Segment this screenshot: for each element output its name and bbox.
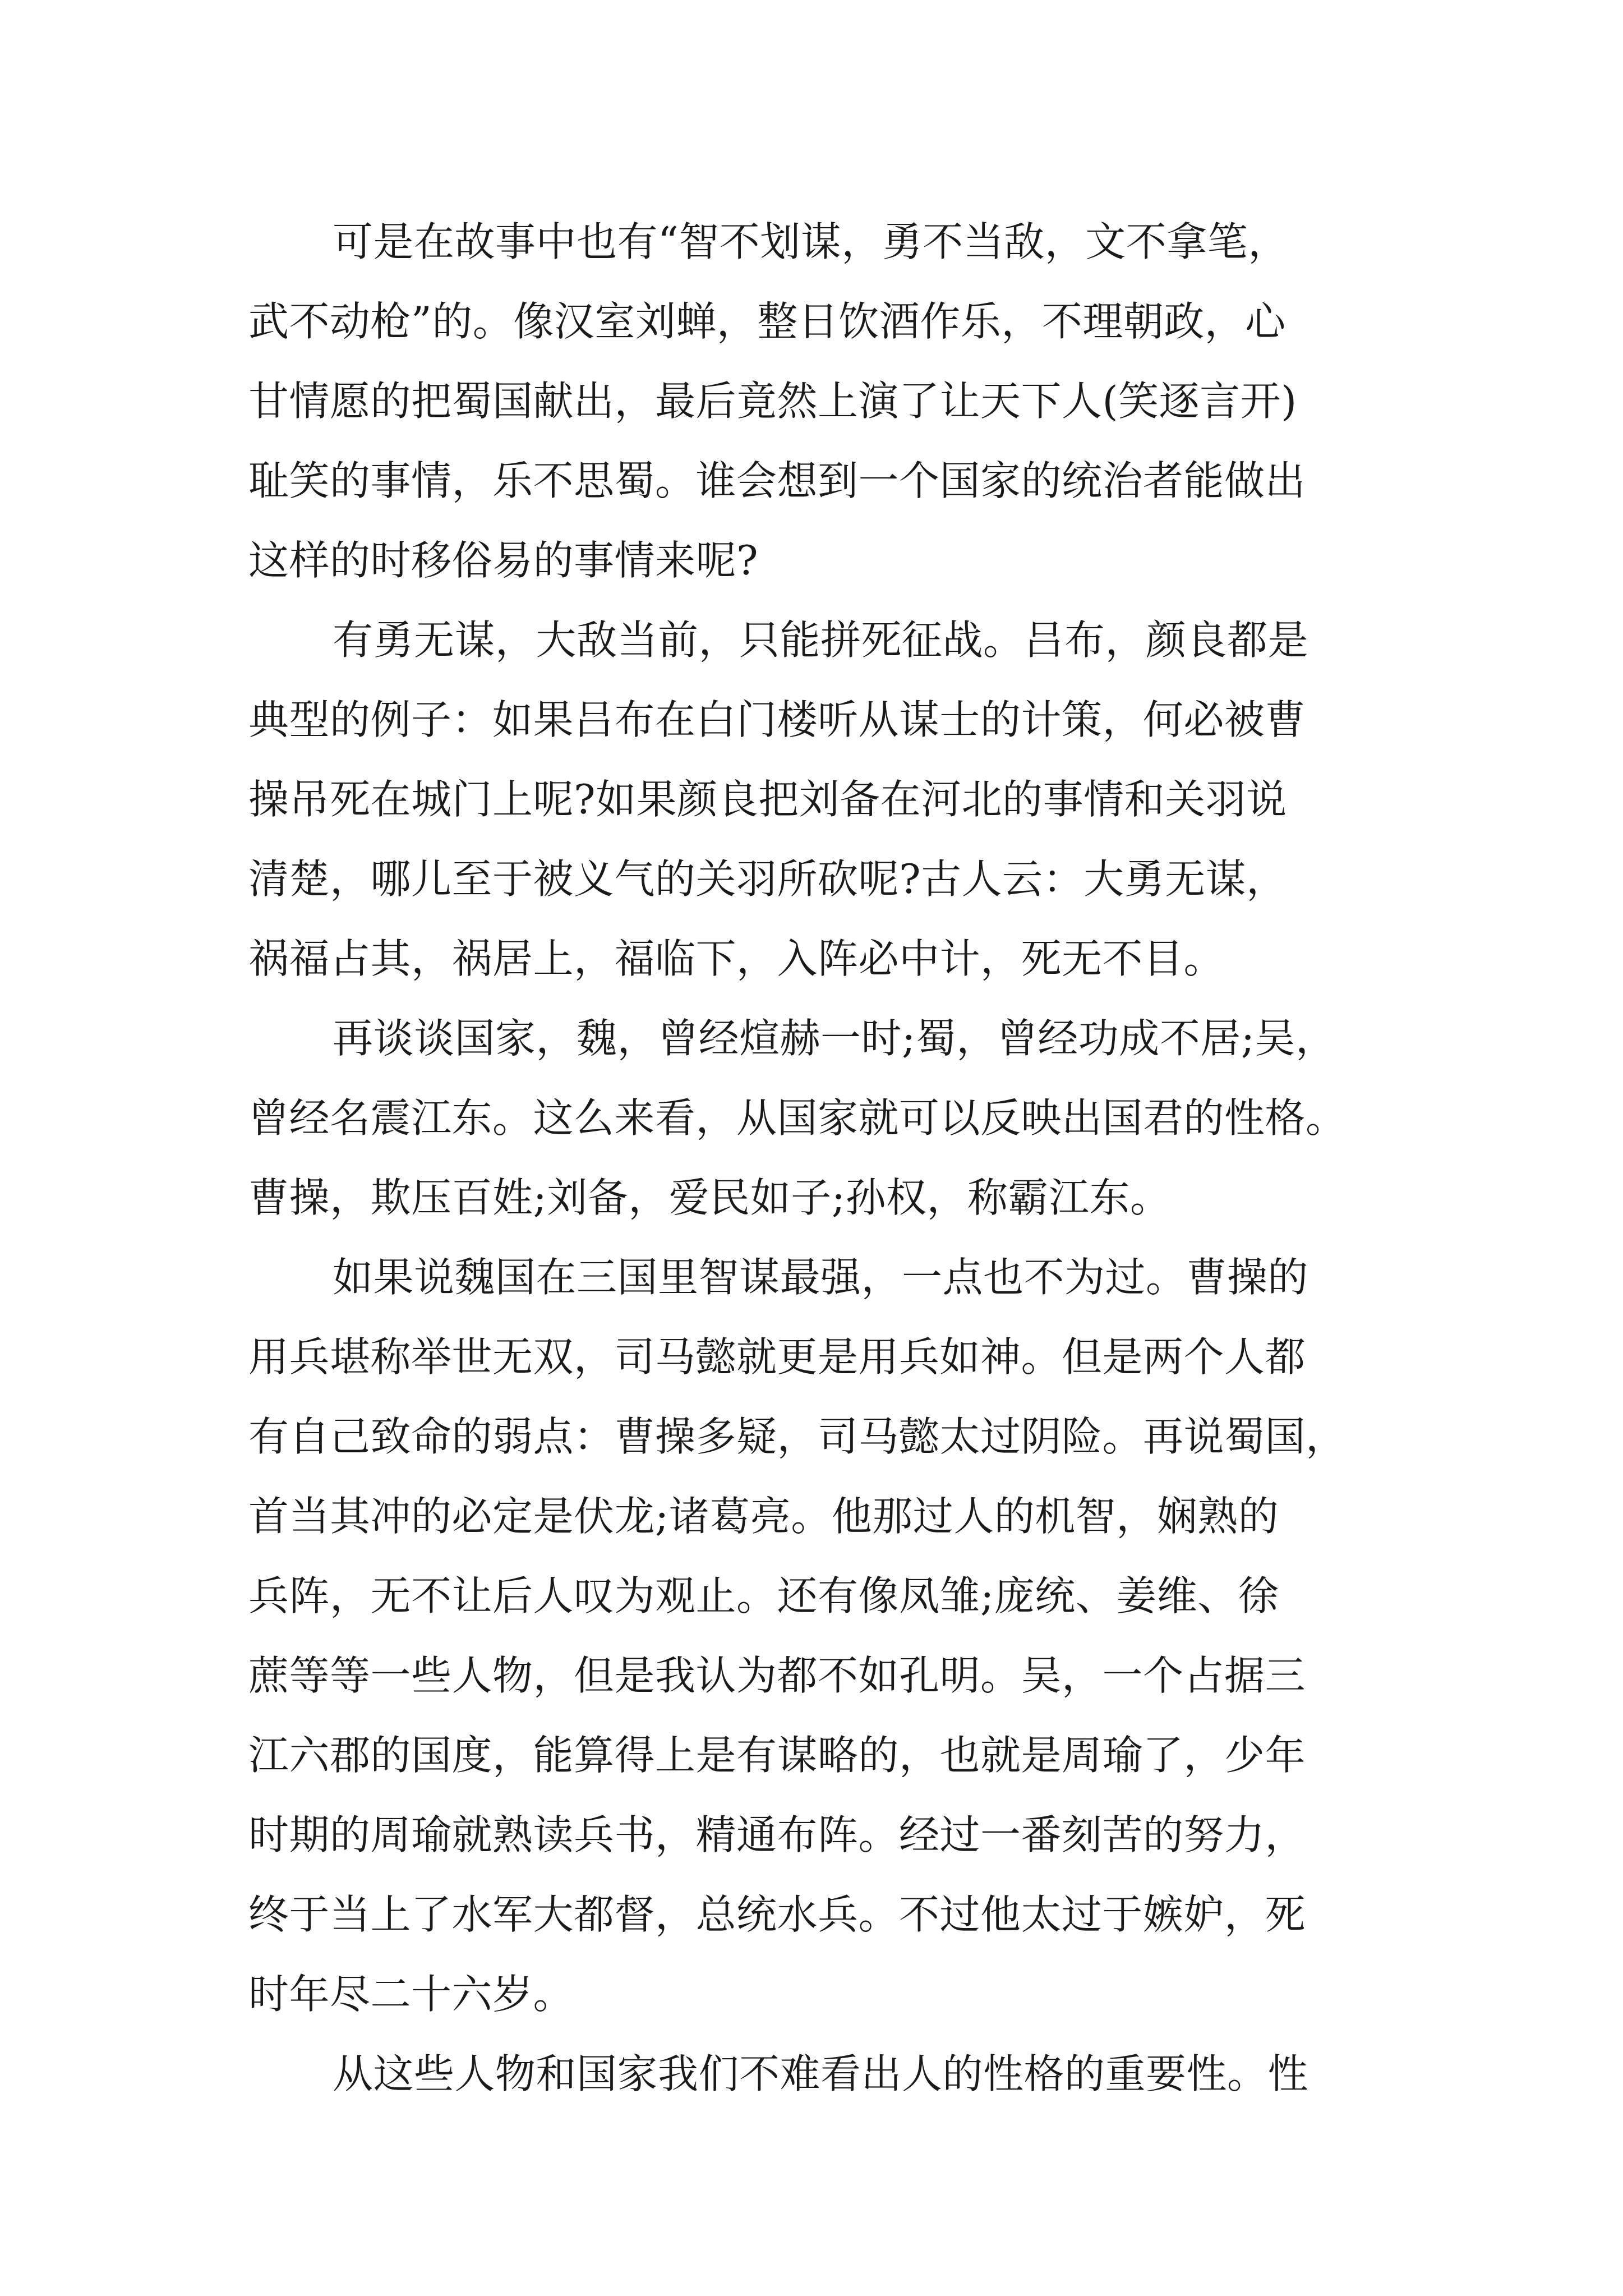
paragraph-line: 蔗等等一些人物，但是我认为都不如孔明。吴，一个占据三 bbox=[248, 1652, 1306, 1699]
paragraph-line: 甘情愿的把蜀国献出，最后竟然上演了让天下人(笑逐言开) bbox=[248, 378, 1297, 425]
paragraph-line: 典型的例子：如果吕布在白门楼听从谋士的计策，何必被曹 bbox=[248, 696, 1306, 743]
paragraph-line: 可是在故事中也有“智不划谋，勇不当敌，文不拿笔， bbox=[333, 218, 1289, 265]
paragraph-line: 曹操，欺压百姓;刘备，爱民如子;孙权，称霸江东。 bbox=[248, 1174, 1171, 1221]
paragraph-5 bbox=[248, 2034, 1415, 2114]
paragraph-line: 曾经名震江东。这么来看，从国家就可以反映出国君的性格。 bbox=[248, 1094, 1347, 1142]
paragraph-line: 时年尽二十六岁。 bbox=[248, 1971, 574, 2018]
document-body bbox=[248, 202, 1415, 2114]
paragraph-4 bbox=[248, 1237, 1415, 2034]
paragraph-line: 终于当上了水军大都督，总统水兵。不过他太过于嫉妒，死 bbox=[248, 1891, 1306, 1938]
paragraph-line: 操吊死在城门上呢?如果颜良把刘备在河北的事情和关羽说 bbox=[248, 776, 1287, 823]
paragraph-line: 首当其冲的必定是伏龙;诸葛亮。他那过人的机智，娴熟的 bbox=[248, 1493, 1279, 1540]
paragraph-line: 耻笑的事情，乐不思蜀。谁会想到一个国家的统治者能做出 bbox=[248, 457, 1306, 504]
paragraph-line: 有自己致命的弱点：曹操多疑，司马懿太过阴险。再说蜀国， bbox=[248, 1413, 1347, 1460]
paragraph-3 bbox=[248, 999, 1415, 1237]
paragraph-line: 祸福占其，祸居上，福临下，入阵必中计，死无不目。 bbox=[248, 935, 1225, 982]
paragraph-line: 江六郡的国度，能算得上是有谋略的，也就是周瑜了，少年 bbox=[248, 1732, 1306, 1779]
paragraph-line: 有勇无谋，大敌当前，只能拼死征战。吕布，颜良都是 bbox=[333, 616, 1309, 664]
paragraph-line: 清楚，哪儿至于被义气的关羽所砍呢?古人云：大勇无谋， bbox=[248, 855, 1287, 903]
paragraph-2 bbox=[248, 600, 1415, 999]
paragraph-line: 武不动枪”的。像汉室刘蝉，整日饮酒作乐，不理朝政，心 bbox=[248, 298, 1286, 345]
paragraph-line: 时期的周瑜就熟读兵书，精通布阵。经过一番刻苦的努力， bbox=[248, 1811, 1306, 1858]
paragraph-line: 这样的时移俗易的事情来呢? bbox=[248, 537, 759, 584]
paragraph-line: 兵阵，无不让后人叹为观止。还有像凤雏;庞统、姜维、徐 bbox=[248, 1572, 1279, 1619]
paragraph-line: 再谈谈国家，魏，曾经煊赫一时;蜀，曾经功成不居;吴， bbox=[333, 1015, 1336, 1062]
paragraph-line: 用兵堪称举世无双，司马懿就更是用兵如神。但是两个人都 bbox=[248, 1333, 1306, 1381]
paragraph-line: 从这些人物和国家我们不难看出人的性格的重要性。性 bbox=[333, 2050, 1309, 2097]
paragraph-1 bbox=[248, 202, 1415, 600]
paragraph-line: 如果说魏国在三国里智谋最强，一点也不为过。曹操的 bbox=[333, 1254, 1309, 1301]
